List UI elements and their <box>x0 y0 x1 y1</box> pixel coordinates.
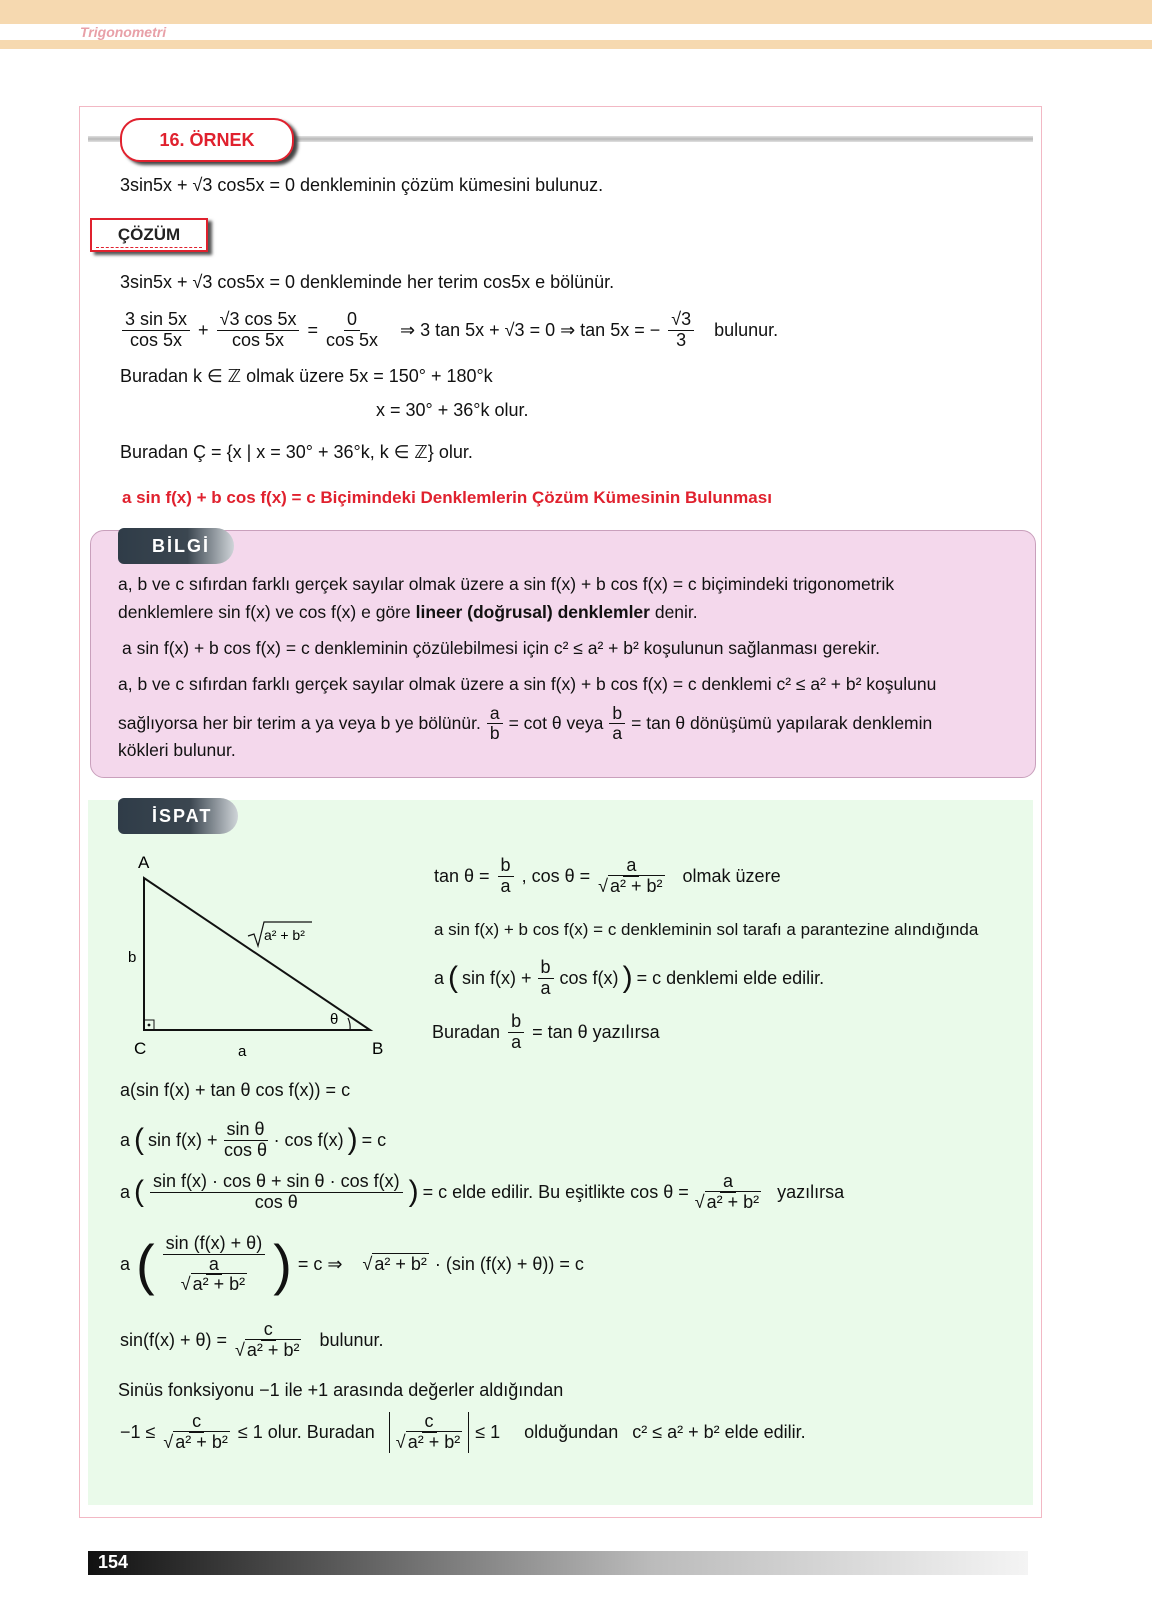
fraction: $\frac{c}{\text{√ a² + b²}}$ <box>163 1411 228 1452</box>
fraction: $\frac{b}{a}$ <box>609 704 625 744</box>
solution-line-4: x = 30° + 36°k olur. <box>376 400 529 420</box>
proof-step-6: Sinüs fonksiyonu −1 ile +1 arasında değerler aldığından <box>118 1380 564 1400</box>
proof-step-3: a ( $\frac{\text{sin f(x) · cos θ + sin θ · cos f(x)}}{\text{cos θ}}$ ) = c elde edilir. Bu eşitlikte cos θ = $\frac{a}{\text{√ a² + b²}}$ yazılırsa <box>120 1171 845 1212</box>
solution-line-2: $\frac{3 \sin 5x}{\cos 5x}$ + $\frac{√3 \cos 5x}{\cos 5x}$ = $\frac{0}{\cos 5x}$ ⇒ 3 tan 5x + √3 = 0 ⇒ tan 5x = − $\frac{√3}{3}$ bulunur. <box>120 310 778 351</box>
vertex-a-label: A <box>138 853 150 872</box>
solution-line-1: 3sin5x + √3 cos5x = 0 denkleminde her terim cos5x e bölünür. <box>120 272 615 292</box>
proof-label: İSPAT <box>118 798 238 834</box>
top-band-stripe <box>0 40 1152 49</box>
solution-label: ÇÖZÜM <box>90 218 208 252</box>
proof-right-line-1: tan θ = $\frac{b}{a}$ , cos θ = $\frac{a}{\text{√ a² + b²}}$ olmak üzere <box>434 855 781 896</box>
proof-step-7: −1 ≤ $\frac{c}{\text{√ a² + b²}}$ ≤ 1 olur. Buradan $\frac{c}{\text{√ a² + b²}}$ ≤ 1 olduğundan c² ≤ a² + b² elde edilir. <box>120 1411 806 1452</box>
vertex-b-label: B <box>372 1039 384 1058</box>
fraction: $\frac{0}{\cos 5x}$ <box>326 309 379 350</box>
proof-step-2: a ( sin f(x) + $\frac{\text{sin θ}}{\text{cos θ}}$ · cos f(x) ) = c <box>120 1119 387 1160</box>
proof-right-line-3: a ( sin f(x) + $\frac{b}{a}$ cos f(x) ) = c denklemi elde edilir. <box>434 957 825 998</box>
fraction: $\frac{\text{sin f(x) · cos θ + sin θ · cos f(x)}}{\text{cos θ}}$ <box>150 1172 403 1213</box>
fraction: $\frac{3 \sin 5x}{\cos 5x}$ <box>122 310 190 351</box>
fraction: $\frac{√3 \cos 5x}{\cos 5x}$ <box>217 310 300 351</box>
solution-set: Buradan Ç = {x | x = 30° + 36°k, k ∈ ℤ} olur. <box>120 442 473 462</box>
fraction: $\frac{a}{\text{√ a² + b²}}$ <box>694 1171 760 1212</box>
side-a-label: a <box>238 1043 247 1060</box>
fraction: $\frac{√3}{3}$ <box>668 310 694 351</box>
fraction: $\frac{a}{b}$ <box>487 704 503 744</box>
fraction: $\frac{b}{a}$ <box>508 1012 524 1053</box>
proof-right-line-4: Buradan $\frac{b}{a}$ = tan θ yazılırsa <box>432 1011 660 1052</box>
proof-step-1: a(sin f(x) + tan θ cos f(x)) = c <box>120 1080 351 1100</box>
info-label: BİLGİ <box>118 528 234 564</box>
info-paragraph-2: a sin f(x) + b cos f(x) = c denkleminin çözülebilmesi için c² ≤ a² + b² koşulunun sağlanması gerekir. <box>122 638 881 658</box>
triangle-shape <box>144 878 370 1030</box>
footer-bar <box>88 1551 1028 1575</box>
running-header: Trigonometri <box>80 24 167 40</box>
fraction: $\frac{\text{sin θ}}{\text{cos θ}}$ <box>224 1119 268 1160</box>
page-number: 154 <box>98 1552 129 1572</box>
vertex-c-label: C <box>134 1039 147 1058</box>
proof-step-5: sin(f(x) + θ) = $\frac{c}{\text{√ a² + b²}}$ bulunur. <box>120 1319 384 1360</box>
fraction: $\frac{c}{\text{√ a² + b²}}$ <box>395 1411 461 1452</box>
proof-right-line-2: a sin f(x) + b cos f(x) = c denkleminin sol tarafı a parantezine alındığında <box>434 920 979 939</box>
info-paragraph-1b: denklemlere sin f(x) ve cos f(x) e göre lineer (doğrusal) denklemler denir. <box>118 602 698 622</box>
angle-arc <box>348 1018 350 1030</box>
fraction: $\frac{b}{a}$ <box>498 856 514 897</box>
side-b-label: b <box>128 949 137 966</box>
fraction: $\frac{c}{\text{√ a² + b²}}$ <box>235 1319 300 1360</box>
info-paragraph-3c: kökleri bulunur. <box>118 740 236 760</box>
info-paragraph-3b: sağlıyorsa her bir terim a ya veya b ye bölünür. $\frac{a}{b}$ = cot θ veya $\frac{b}{a}$ = tan θ dönüşümü yapılarak denklemin <box>118 703 933 744</box>
example-problem: 3sin5x + √3 cos5x = 0 denkleminin çözüm kümesini bulunuz. <box>120 175 604 195</box>
info-paragraph-1: a, b ve c sıfırdan farklı gerçek sayılar olmak üzere a sin f(x) + b cos f(x) = c biçimindeki trigonometrik <box>118 574 895 594</box>
info-paragraph-3: a, b ve c sıfırdan farklı gerçek sayılar olmak üzere a sin f(x) + b cos f(x) = c denklemi c² ≤ a² + b² koşulunu <box>118 674 937 694</box>
right-triangle-diagram <box>120 850 410 1060</box>
fraction: $\frac{a}{\text{√ a² + b²}}$ <box>598 855 663 896</box>
fraction: $\frac{b}{a}$ <box>538 958 554 999</box>
section-heading: a sin f(x) + b cos f(x) = c Biçimindeki Denklemlerin Çözüm Kümesinin Bulunması <box>122 488 772 507</box>
hypotenuse-label: a² + b² <box>264 927 305 943</box>
proof-step-4: a ( $\frac{\sin (f(x) + \theta)}{\frac{a}{\text{√ a² + b²}}}$ ) = c ⇒ √ a² + b² · (sin (f(x) + θ)) = c <box>120 1232 584 1296</box>
fraction: $\frac{\sin (f(x) + \theta)}{\frac{a}{\text{√ a² + b²}}}$ <box>163 1234 266 1295</box>
example-label: 16. ÖRNEK <box>120 118 294 162</box>
angle-label: θ <box>330 1011 339 1028</box>
top-band <box>0 0 1152 24</box>
solution-line-3: Buradan k ∈ ℤ olmak üzere 5x = 150° + 180°k <box>120 366 493 386</box>
